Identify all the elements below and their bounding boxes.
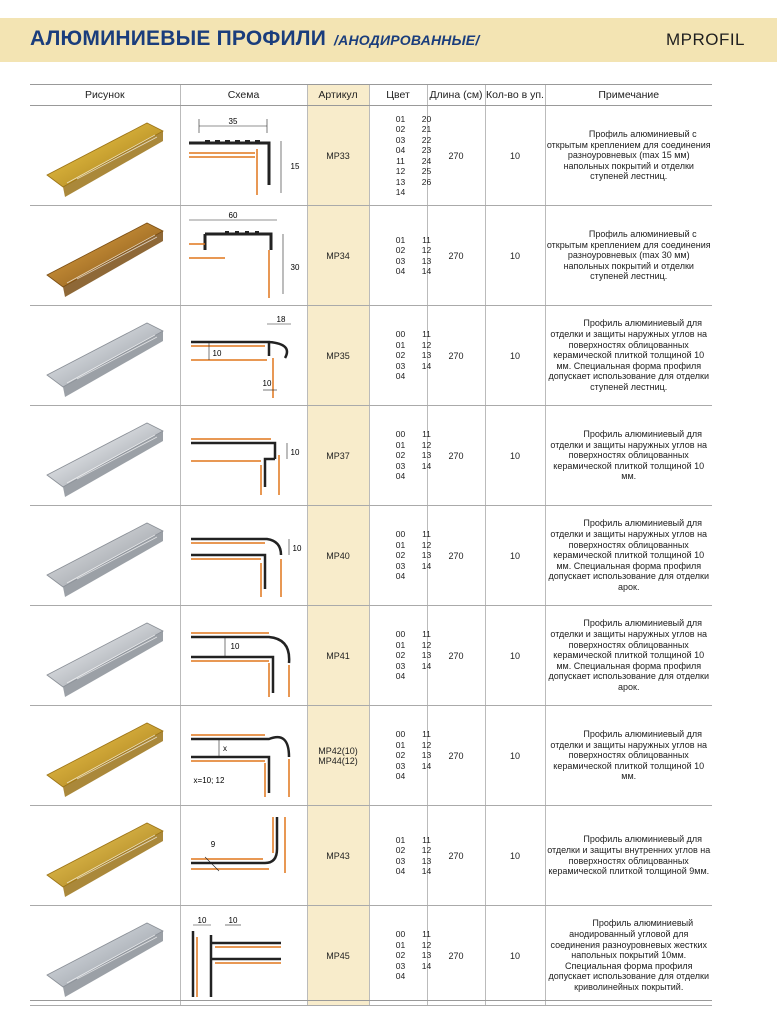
color-code: 03 [395,460,406,471]
color-code: 21 [421,124,432,134]
color-code: 01 [395,834,406,845]
color-code: 04 [395,471,406,482]
article-cell [307,906,369,1006]
profile-photo-icon [37,513,173,599]
product-row [30,606,712,706]
product-picture [30,306,180,406]
product-row [30,706,712,806]
profile-scheme-icon [185,913,303,999]
profile-photo-icon [37,913,173,999]
article-cell [307,806,369,906]
color-code: 04 [395,145,406,155]
color-code: 11 [396,155,405,166]
color-cell [369,406,432,506]
color-code: 00 [395,629,406,640]
product-scheme [180,706,307,806]
color-code: 03 [395,760,406,771]
dim-label: 10 [290,447,299,457]
article-code: MP42(10) [318,745,358,756]
color-code: 12 [421,739,432,750]
color-code: 14 [421,460,432,471]
note-cell [545,306,712,406]
color-code: 13 [421,950,432,961]
note-cell [545,206,712,306]
length-cell: 270 [427,606,485,706]
color-code: 14 [421,560,432,571]
color-code: 11 [422,629,431,640]
color-code: 04 [395,866,406,876]
article-code: MP45 [326,950,350,961]
article-code-alt: MP44(12) [318,755,358,766]
color-cell [369,306,432,406]
color-code: 12 [421,539,432,550]
color-code: 03 [395,360,406,371]
product-row [30,206,712,306]
note-cell [545,806,712,906]
color-code: 14 [421,266,432,276]
brand-name: MPROFIL [665,30,745,49]
color-cell [369,806,432,906]
color-code: 13 [421,550,432,561]
color-code: 13 [421,650,432,661]
profile-scheme-icon [185,513,303,599]
color-code: 04 [395,571,406,582]
color-code: 03 [395,960,406,971]
color-code: 04 [395,971,406,982]
article-code: MP40 [326,550,350,561]
color-code: 03 [395,660,406,671]
color-code: 00 [395,429,406,440]
color-code: 25 [421,166,432,176]
product-scheme [180,606,307,706]
color-code: 03 [395,560,406,571]
color-code: 04 [395,771,406,782]
article-cell [307,606,369,706]
dim-label: 15 [290,161,299,171]
profile-scheme-icon [185,210,303,302]
color-code: 02 [395,350,406,361]
color-code: 12 [395,166,406,176]
product-picture [30,606,180,706]
qty-cell: 10 [485,506,545,606]
note-text: Профиль алюминиевый для отделки и защиты наружных углов на поверхностях облицованных керамической плиткой толщиной 10 мм. Специальная форма профиля допускает использование для отделки арок. [548,518,710,592]
article-cell [307,506,369,606]
color-code: 12 [421,939,432,950]
color-code: 13 [421,450,432,461]
product-row [30,406,712,506]
product-row [30,306,712,406]
note-text: Профиль алюминиевый для отделки и защиты внутренних углов на поверхностях облицованных керамической плиткой толщиной 9мм. [547,834,711,877]
qty-cell: 10 [485,106,545,206]
note-text: Профиль алюминиевый анодированный угловой для соединения разноуровневых жестких напольных покрытий 10мм. Специальная форма профиля допускает использование для отделки криволинейных покрытий. [548,918,710,992]
profile-photo-icon [37,713,173,799]
product-scheme [180,106,307,206]
color-code: 01 [395,439,406,450]
color-code: 23 [421,145,432,155]
dim-label: 30 [290,262,299,272]
note-cell [545,606,712,706]
product-scheme [180,406,307,506]
color-code: 02 [395,550,406,561]
length-cell: 270 [427,106,485,206]
color-code: 14 [421,866,432,876]
color-code: 01 [395,739,406,750]
article-cell [307,106,369,206]
dim-label: 10 [292,543,301,553]
qty-cell: 10 [485,906,545,1006]
dim-label: 9 [210,839,215,849]
product-scheme [180,806,307,906]
profile-photo-icon [37,113,173,199]
color-code: 02 [395,245,406,255]
col-header-qty: Кол-во в уп. [485,85,545,106]
color-code: 01 [395,539,406,550]
profile-photo-icon [37,213,173,299]
dim-label: 60 [228,210,237,220]
product-picture [30,106,180,206]
note-cell [545,906,712,1006]
color-cell [369,706,432,806]
product-picture [30,406,180,506]
color-code: 00 [395,929,406,940]
color-code: 14 [421,660,432,671]
col-header-color: Цвет [369,85,427,106]
length-cell: 270 [427,306,485,406]
article-cell [307,706,369,806]
dim-label: 35 [228,116,237,126]
article-code: MP35 [326,350,350,361]
color-code: 13 [395,176,406,187]
color-code: 11 [422,329,431,340]
color-code: 03 [395,255,406,266]
dim-label: 10 [230,641,239,651]
color-code: 00 [395,529,406,540]
qty-cell: 10 [485,406,545,506]
profile-scheme-icon [185,813,303,899]
color-code: 26 [421,176,432,187]
color-code: 24 [421,155,432,166]
note-text: Профиль алюминиевый для отделки и защиты наружных углов на поверхностях облицованных керамической плиткой толщиной 10 мм. [550,429,708,482]
color-code: 22 [421,134,432,145]
product-scheme [180,906,307,1006]
color-code: 12 [421,339,432,350]
article-code: MP37 [326,450,350,461]
product-scheme [180,306,307,406]
note-text: Профиль алюминиевый для отделки и защиты наружных углов на поверхностях облицованных керамической плиткой толщиной 10 мм. Специальная форма профиля допускает использование для отделки арок. [548,618,710,692]
note-text: Профиль алюминиевый для отделки и защиты наружных углов на поверхностях облицованных керамической плиткой толщиной 10 мм. [550,729,708,782]
color-cell [369,906,432,1006]
table-bottom-line [30,1000,712,1001]
color-code: 13 [421,855,432,866]
note-cell [545,106,712,206]
qty-cell: 10 [485,306,545,406]
profile-photo-icon [37,613,173,699]
color-list [388,835,440,877]
color-code: 00 [395,729,406,740]
qty-cell: 10 [485,706,545,806]
color-code: 01 [395,234,406,245]
col-header-scheme: Схема [180,85,307,106]
product-row [30,506,712,606]
color-code: 04 [395,266,406,276]
profile-scheme-icon [185,312,303,400]
color-code: 14 [421,760,432,771]
qty-cell: 10 [485,806,545,906]
color-code: 04 [395,371,406,382]
qty-cell: 10 [485,606,545,706]
color-code: 04 [395,671,406,682]
profile-scheme-icon [185,713,303,799]
product-row [30,806,712,906]
product-row [30,906,712,1006]
color-code: 11 [422,729,431,740]
length-cell: 270 [427,906,485,1006]
color-code: 03 [395,134,406,145]
color-code: 11 [422,429,431,440]
color-code: 11 [422,929,431,940]
length-cell: 270 [427,706,485,806]
color-code: 12 [421,845,432,855]
article-cell [307,406,369,506]
color-code: 12 [421,245,432,255]
page-header [0,18,777,62]
note-cell [545,506,712,606]
col-header-picture: Рисунок [30,85,180,106]
profile-scheme-icon [185,415,303,497]
color-code: 02 [395,124,406,134]
product-row [30,106,712,206]
color-code: 02 [395,845,406,855]
color-code: 01 [395,639,406,650]
color-list [388,235,440,277]
product-picture [30,506,180,606]
article-code: MP41 [326,650,350,661]
product-picture [30,906,180,1006]
color-code: 02 [395,750,406,761]
color-code: 14 [421,360,432,371]
profile-scheme-icon [185,113,303,199]
color-code: 14 [421,960,432,971]
color-code: 02 [395,950,406,961]
profile-scheme-icon [185,613,303,699]
dim-label: 18 [276,314,285,324]
product-scheme [180,206,307,306]
note-text: Профиль алюминиевый с открытым креплением для соединения разноуровневых (max 15 мм) напольных покрытий и отделки ступеней лестниц. [546,129,711,182]
profile-photo-icon [37,313,173,399]
note-cell [545,406,712,506]
product-table [30,84,712,1006]
note-cell [545,706,712,806]
length-cell: 270 [427,806,485,906]
color-code: 01 [395,113,406,124]
dim-label: x [222,743,227,753]
table-header-row [30,85,712,106]
dim-label: 10 [197,915,206,925]
color-code: 13 [421,350,432,361]
color-code: 11 [422,834,431,845]
color-cell [369,506,432,606]
color-code: 03 [395,855,406,866]
dim-label: 10 [212,348,221,358]
note-text: Профиль алюминиевый для отделки и защиты наружных углов на поверхностях облицованных керамической плиткой толщиной 10 мм. Специальная форма профиля допускает использование для отделки ступеней лестниц. [548,318,710,392]
article-code: MP34 [326,250,350,261]
dim-label: 10 [228,915,237,925]
length-cell: 270 [427,206,485,306]
profile-photo-icon [37,813,173,899]
color-code: 00 [395,329,406,340]
color-code: 13 [421,750,432,761]
page-title: АЛЮМИНИЕВЫЕ ПРОФИЛИ /АНОДИРОВАННЫЕ/ [30,27,480,50]
product-picture [30,706,180,806]
length-cell: 270 [427,406,485,506]
product-picture [30,206,180,306]
product-scheme [180,506,307,606]
color-code: 12 [421,439,432,450]
color-cell [369,206,432,306]
page-subtitle: /АНОДИРОВАННЫЕ/ [334,32,480,48]
color-code: 13 [421,255,432,266]
color-code: 01 [395,339,406,350]
color-code: 20 [421,113,432,124]
length-cell: 270 [427,506,485,606]
color-cell [369,606,432,706]
article-cell [307,306,369,406]
color-code: 12 [421,639,432,650]
product-picture [30,806,180,906]
color-list [388,114,440,198]
article-cell [307,206,369,306]
col-header-article: Артикул [307,85,369,106]
article-code: MP43 [326,850,350,861]
dim-label: 10 [262,378,271,388]
color-code: 14 [395,187,406,197]
profile-photo-icon [37,413,173,499]
note-text: Профиль алюминиевый с открытым креплением для соединения разноуровневых (max 30 мм) напольных покрытий и отделки ступеней лестниц. [546,229,711,282]
qty-cell: 10 [485,206,545,306]
color-code: 01 [395,939,406,950]
color-cell [369,106,432,206]
color-code: 11 [422,234,431,245]
color-code: 02 [395,650,406,661]
col-header-note: Примечание [545,85,712,106]
color-code: 02 [395,450,406,461]
color-code: 11 [422,529,431,540]
dim-label: x=10; 12 [193,775,224,785]
col-header-length: Длина (см) [427,85,485,106]
article-code: MP33 [326,150,350,161]
